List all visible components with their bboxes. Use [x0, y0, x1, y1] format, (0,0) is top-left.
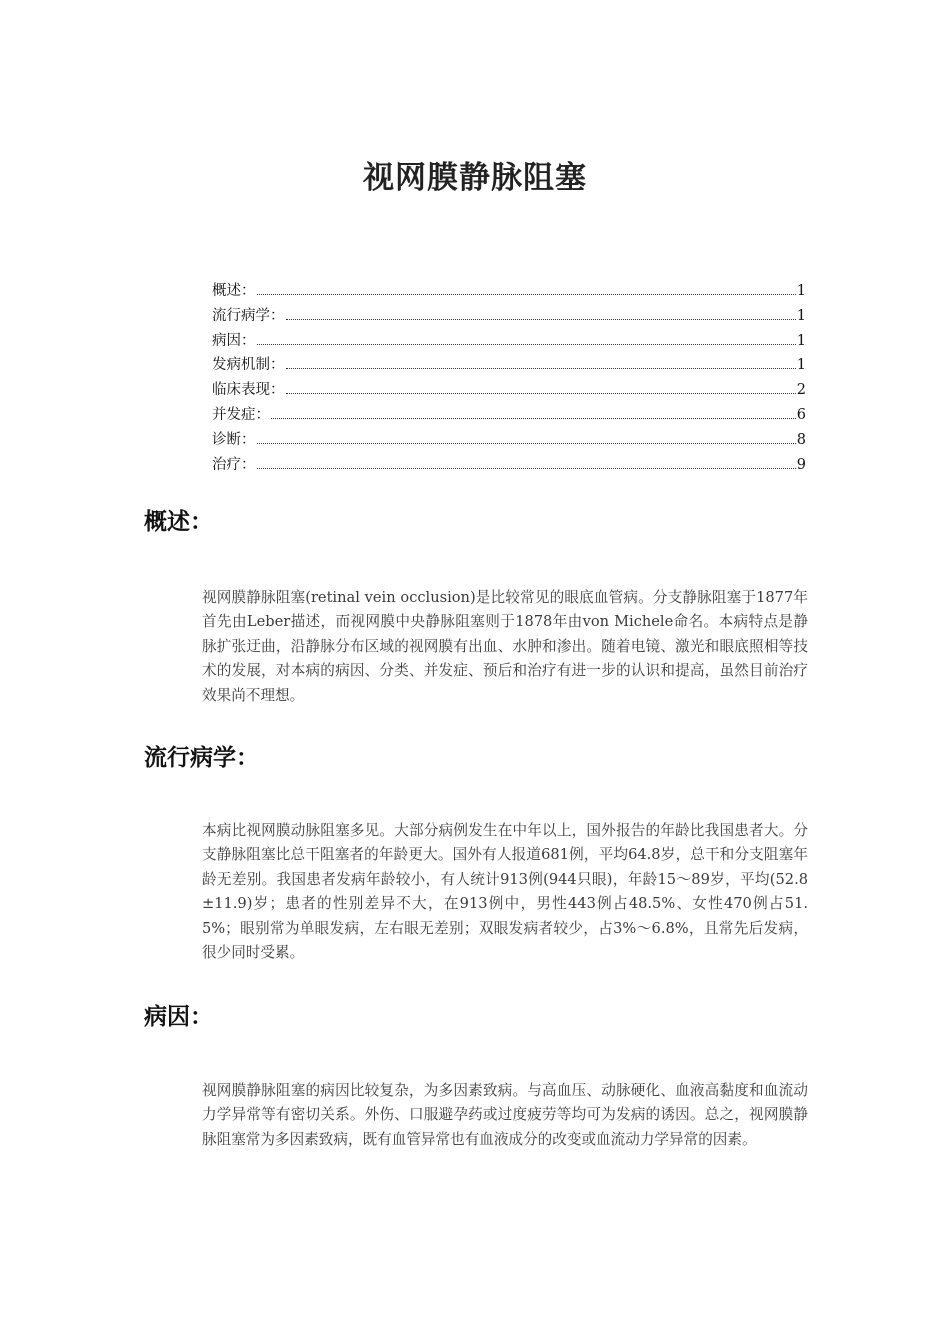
toc-leader-dots — [257, 467, 796, 469]
toc-leader-dots — [257, 442, 796, 444]
table-of-contents — [212, 279, 806, 477]
toc-leader-dots — [286, 318, 796, 320]
toc-entry[interactable] — [212, 279, 806, 304]
toc-entry-page: 2 — [796, 382, 806, 399]
toc-entry[interactable] — [212, 353, 806, 378]
toc-entry[interactable] — [212, 378, 806, 403]
toc-entry-label: 诊断： — [212, 431, 256, 448]
toc-entry-page: 1 — [796, 357, 806, 374]
toc-entry-page: 1 — [796, 332, 806, 349]
section-heading: 病因： — [144, 1003, 213, 1030]
toc-entry-label: 概述： — [212, 283, 256, 299]
toc-entry-label: 流行病学： — [212, 307, 285, 324]
toc-entry-page: 6 — [796, 406, 806, 423]
section-body: 视网膜静脉阻塞的病因比较复杂，为多因素致病。与高血压、动脉硬化、血液高黏度和血流动力学异常等有密切关系。外伤、口服避孕药或过度疲劳等均可为发病的诱因。总之，视网膜静脉阻塞常为多因素致病，既有血管异常也有血液成分的改变或血流动力学异常的因素。 — [202, 1082, 808, 1148]
toc-leader-dots — [271, 417, 796, 419]
toc-entry-page: 1 — [796, 283, 806, 299]
toc-entry[interactable] — [212, 403, 806, 428]
toc-entry-page: 8 — [796, 431, 806, 448]
toc-entry[interactable] — [212, 329, 806, 354]
toc-entry-label: 临床表现： — [212, 382, 285, 399]
toc-entry-label: 并发症： — [212, 406, 270, 423]
document-title: 视网膜静脉阻塞 — [363, 160, 587, 196]
toc-leader-dots — [257, 293, 796, 295]
toc-entry[interactable] — [212, 428, 806, 453]
section-heading: 流行病学： — [144, 744, 259, 771]
toc-entry-page: 1 — [796, 307, 806, 324]
toc-leader-dots — [286, 367, 796, 369]
toc-entry-label: 发病机制： — [212, 357, 285, 374]
section-heading: 概述： — [144, 508, 213, 535]
section-body: 本病比视网膜动脉阻塞多见。大部分病例发生在中年以上，国外报告的年龄比我国患者大。分支静脉阻塞比总干阻塞者的年龄更大。国外有人报道681例，平均64.8岁，总干和分支阻塞年龄无差别。我国患者发病年龄较小，有人统计913例(944只眼)，年龄15～89岁，平均(52.8±11.9)岁；患者的性别差异不大，在913例中，男性443例占48.5%、女性470例占51.5%；眼别常为单眼发病，左右眼无差别；双眼发病者较少，占3%～6.8%，且常先后发病，很少同时受累。 — [202, 822, 808, 962]
toc-leader-dots — [286, 392, 796, 394]
toc-entry-label: 病因： — [212, 332, 256, 349]
toc-entry-page: 9 — [796, 456, 806, 473]
toc-entry[interactable] — [212, 304, 806, 329]
toc-leader-dots — [257, 343, 796, 345]
toc-entry-label: 治疗： — [212, 456, 256, 473]
section-body: 视网膜静脉阻塞(retinal vein occlusion)是比较常见的眼底血管病。分支静脉阻塞于1877年首先由Leber描述，而视网膜中央静脉阻塞则于1878年由von Michele命名。本病特点是静脉扩张迂曲，沿静脉分布区域的视网膜有出血、水肿和渗出。随着电镜、激光和眼底照相等技术的发展，对本病的病因、分类、并发症、预后和治疗有进一步的认识和提高，虽然目前治疗效果尚不理想。 — [202, 589, 808, 704]
toc-entry[interactable] — [212, 453, 806, 478]
